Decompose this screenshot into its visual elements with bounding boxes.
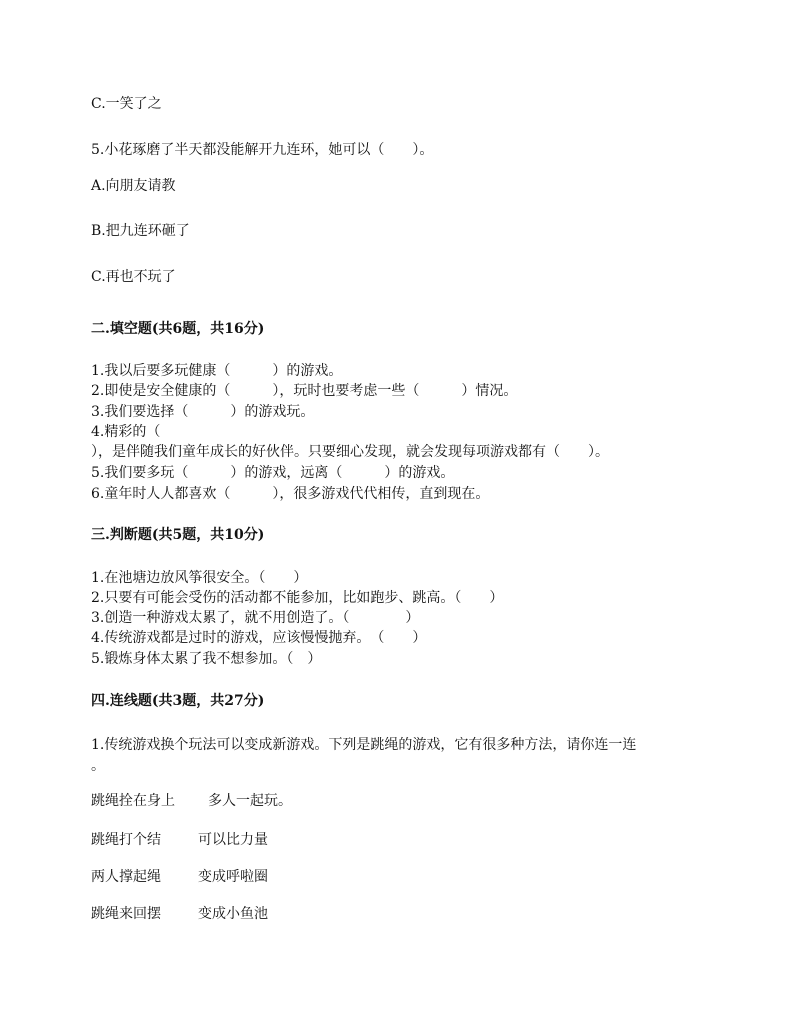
- match-right-4: 变成小鱼池: [198, 906, 268, 922]
- fill-item-5: 5.我们要多玩（ ）的游戏，远离（ ）的游戏。: [91, 465, 455, 481]
- match-left-1: 跳绳拴在身上: [91, 793, 175, 809]
- judge-item-2: 2.只要有可能会受伤的活动都不能参加，比如跑步、跳高。（ ）: [91, 590, 504, 606]
- fill-item-4-cont: ），是伴随我们童年成长的好伙伴。只要细心发现，就会发现每项游戏都有（ ）。: [91, 444, 609, 460]
- section4-title: 四.连线题(共3题，共27分): [91, 693, 265, 709]
- section2-title: 二.填空题(共6题，共16分): [91, 321, 265, 337]
- match-right-2: 可以比力量: [198, 832, 268, 848]
- judge-item-3: 3.创造一种游戏太累了，就不用创造了。（ ）: [91, 610, 420, 626]
- judge-item-5: 5.锻炼身体太累了我不想参加。（ ）: [91, 651, 322, 667]
- match-left-2: 跳绳打个结: [91, 832, 161, 848]
- fill-item-2: 2.即使是安全健康的（ ），玩时也要考虑一些（ ）情况。: [91, 383, 518, 399]
- match-right-3: 变成呼啦圈: [198, 869, 268, 885]
- fill-item-1: 1.我以后要多玩健康（ ）的游戏。: [91, 363, 343, 379]
- match-right-1: 多人一起玩。: [208, 793, 292, 809]
- match-q1-stem-cont: 。: [91, 758, 105, 774]
- judge-item-4: 4.传统游戏都是过时的游戏，应该慢慢抛弃。 （ ）: [91, 630, 427, 646]
- match-left-3: 两人撑起绳: [91, 869, 161, 885]
- q5-stem: 5.小花琢磨了半天都没能解开九连环，她可以（ ）。: [91, 142, 434, 158]
- q5-option-c: C.再也不玩了: [91, 269, 176, 285]
- q5-option-b: B.把九连环砸了: [91, 223, 190, 239]
- fill-item-3: 3.我们要选择（ ）的游戏玩。: [91, 404, 315, 420]
- q4-option-c: C.一笑了之: [91, 96, 162, 112]
- q5-option-a: A.向朋友请教: [91, 178, 176, 194]
- section3-title: 三.判断题(共5题，共10分): [91, 527, 265, 543]
- fill-item-6: 6.童年时人人都喜欢（ ），很多游戏代代相传，直到现在。: [91, 486, 490, 502]
- judge-item-1: 1.在池塘边放风筝很安全。（ ）: [91, 570, 308, 586]
- match-left-4: 跳绳来回摆: [91, 906, 161, 922]
- match-q1-stem: 1.传统游戏换个玩法可以变成新游戏。下列是跳绳的游戏，它有很多种方法，请你连一连: [91, 737, 637, 753]
- fill-item-4: 4.精彩的（: [91, 424, 161, 440]
